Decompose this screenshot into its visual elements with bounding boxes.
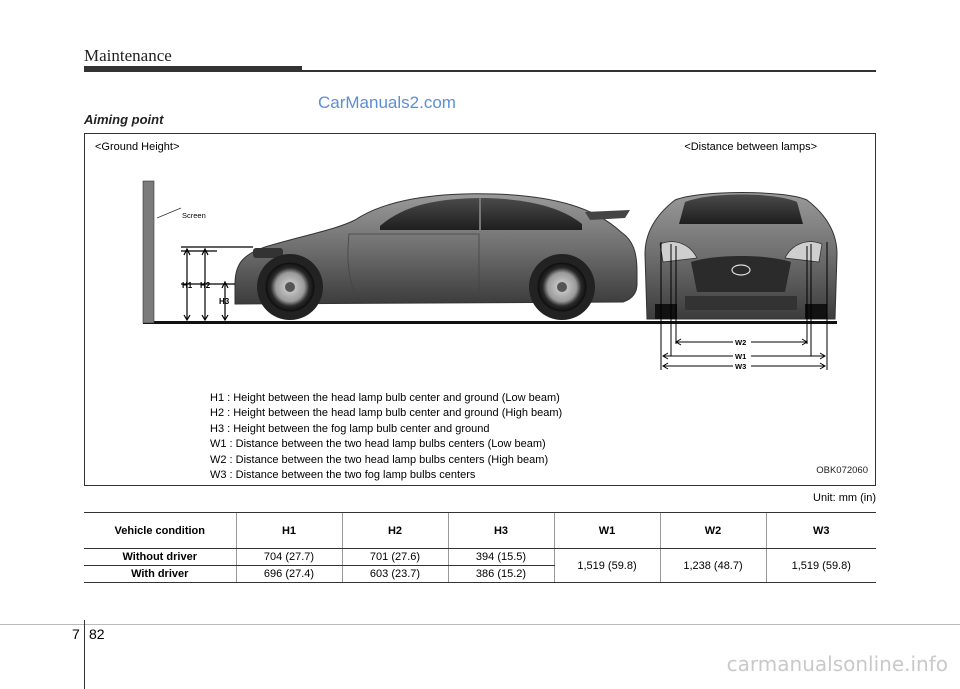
w2-cell: 1,238 (48.7) — [660, 549, 766, 583]
legend-line: W3 : Distance between the two fog lamp bulbs centers — [210, 469, 476, 482]
watermark-bottom: carmanualsonline.info — [726, 652, 948, 676]
figure-legend — [210, 391, 562, 483]
aiming-spec-table — [84, 512, 876, 583]
h1-cell: 696 (27.4) — [236, 566, 342, 583]
ground-height-label: <Ground Height> — [95, 141, 180, 153]
footer-rule — [0, 624, 960, 625]
unit-note: Unit: mm (in) — [813, 492, 876, 504]
page-number: 82 — [89, 626, 105, 642]
col-header: H1 — [236, 513, 342, 549]
header-rule-thin — [302, 70, 876, 72]
header-rule-thick — [84, 66, 302, 72]
h1-cell: 704 (27.7) — [236, 549, 342, 566]
ground-line — [143, 321, 837, 324]
h3-label: H3 — [219, 297, 230, 306]
w1-cell: 1,519 (59.8) — [554, 549, 660, 583]
screen-wall — [143, 181, 154, 323]
legend-line: H2 : Height between the head lamp bulb center and ground (High beam) — [210, 407, 563, 420]
car-side-view — [235, 194, 637, 320]
footer-divider — [84, 620, 85, 689]
col-header: H2 — [342, 513, 448, 549]
aiming-point-figure — [84, 133, 876, 486]
h2-label: H2 — [200, 281, 211, 290]
table-header-row — [84, 513, 876, 549]
h2-cell: 603 (23.7) — [342, 566, 448, 583]
col-header: W1 — [554, 513, 660, 549]
lamp-distance-label: <Distance between lamps> — [684, 141, 817, 153]
col-header: Vehicle condition — [84, 513, 236, 549]
page-header-title: Maintenance — [84, 46, 172, 65]
col-header: W2 — [660, 513, 766, 549]
condition-cell: Without driver — [84, 549, 236, 566]
figure-code: OBK072060 — [816, 465, 868, 476]
w1-label: W1 — [735, 352, 747, 361]
col-header: W3 — [766, 513, 876, 549]
col-header: H3 — [448, 513, 554, 549]
section-title: Aiming point — [84, 112, 164, 127]
h1-label: H1 — [182, 281, 193, 290]
w3-label: W3 — [735, 362, 747, 371]
watermark-top: CarManuals2.com — [318, 93, 456, 112]
w2-label: W2 — [735, 338, 747, 347]
legend-line: W1 : Distance between the two head lamp bulbs centers (Low beam) — [210, 438, 546, 451]
h3-cell: 394 (15.5) — [448, 549, 554, 566]
legend-line: H1 : Height between the head lamp bulb center and ground (Low beam) — [210, 392, 560, 404]
table-row — [84, 549, 876, 566]
h2-cell: 701 (27.6) — [342, 549, 448, 566]
car-front-view — [645, 193, 837, 320]
screen-pointer — [157, 208, 181, 218]
condition-cell: With driver — [84, 566, 236, 583]
legend-line: H3 : Height between the fog lamp bulb center and ground — [210, 422, 490, 435]
legend-line: W2 : Distance between the two head lamp bulbs centers (High beam) — [210, 453, 549, 466]
w3-cell: 1,519 (59.8) — [766, 549, 876, 583]
h3-cell: 386 (15.2) — [448, 566, 554, 583]
chapter-number: 7 — [72, 626, 80, 642]
screen-label: Screen — [182, 211, 206, 220]
